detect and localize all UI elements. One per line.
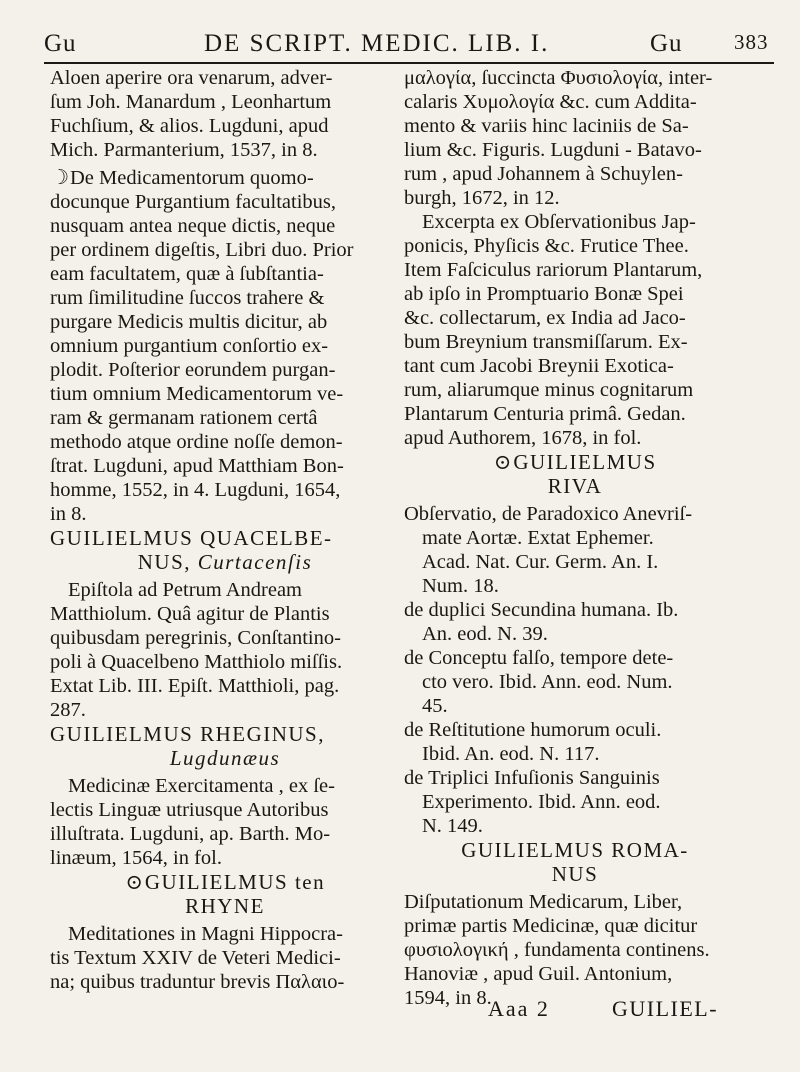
text-line [50,602,400,626]
text-line [50,90,400,114]
line-text: tium omnium Medicamentorum ve- [50,383,344,405]
line-text: De Medicamentorum quomo- [70,167,314,189]
text-line [404,402,746,426]
line-text: Num. 18. [422,575,499,597]
text-line [404,890,746,914]
header-guide-left: Gu [44,30,77,57]
text-line [404,282,746,306]
header-rule [44,62,774,64]
line-text: GUILIELMUS ten [144,870,326,894]
text-line [404,814,746,838]
text-line [50,166,400,190]
page-footer [488,996,768,1022]
text-line [404,766,746,790]
line-text: burgh, 1672, in 12. [404,187,560,209]
text-line [404,790,746,814]
text-line [50,114,400,138]
line-text: Diſputationum Medicarum, Liber, [404,891,683,913]
line-text: Excerpta ex Obſervationibus Jap- [422,211,696,233]
line-text: apud Authorem, 1678, in fol. [404,427,642,449]
author-heading [50,526,400,550]
line-text: &c. collectarum, ex India ad Jaco- [404,307,686,329]
text-line [50,798,400,822]
text-line [50,822,400,846]
text-line [404,718,746,742]
text-line [404,646,746,670]
line-text: quibusdam peregrinis, Conſtantino- [50,627,341,649]
author-heading [50,746,400,770]
line-text: plodit. Poſterior eorundem purgan- [50,359,336,381]
text-line [404,354,746,378]
line-text: 45. [422,695,448,717]
line-text: in 8. [50,503,87,525]
signature-mark: Aaa 2 [488,996,550,1021]
text-line [404,962,746,986]
line-text: Acad. Nat. Cur. Germ. An. I. [422,551,659,573]
line-text: lectis Linguæ utriusque Autoribus [50,799,329,821]
line-text: Mich. Parmanterium, 1537, in 8. [50,139,318,161]
line-text: primæ partis Medicinæ, quæ dicitur [404,915,698,937]
line-text: illuſtrata. Lugduni, ap. Barth. Mo- [50,823,331,845]
text-line [50,946,400,970]
line-text: docunque Purgantium facultatibus, [50,191,336,213]
line-text: calaris Χυμολογία &c. cum Additа- [404,91,697,113]
italic-epithet: Lugdunæus [169,746,281,770]
page-number: 383 [734,30,769,54]
text-line [404,742,746,766]
text-line [404,306,746,330]
line-text: Extat Lib. III. Epiſt. Matthioli, pag. [50,675,340,697]
line-text: cto vero. Ibid. Ann. eod. Num. [422,671,673,693]
line-text: 1594, in 8. [404,987,492,1009]
text-line [404,670,746,694]
line-text: φυσιολογική , fundamenta continens. [404,939,710,961]
line-text: rum , apud Johannem à Schuylen- [404,163,683,185]
line-text: Ibid. An. eod. N. 117. [422,743,600,765]
line-text: Epiſtola ad Petrum Andream [68,579,302,601]
author-heading [50,894,400,918]
line-text: NUS [551,862,599,886]
text-line [50,698,400,722]
text-line [404,694,746,718]
text-line [50,502,400,526]
line-text: Aloen aperire ora venarum, adver- [50,67,333,89]
italic-epithet: Curtacenſis [197,550,313,574]
line-text: RIVA [547,474,603,498]
text-line [404,330,746,354]
line-text: homme, 1552, in 4. Lugduni, 1654, [50,479,341,501]
line-text: ſum Joh. Manardum , Leonhartum [50,91,332,113]
line-text: purgare Medicis multis dicitur, ab [50,311,328,333]
line-text: omnium purgantium conſortio ex- [50,335,329,357]
author-heading [404,862,746,886]
text-line [404,574,746,598]
text-line [50,430,400,454]
left-column [50,66,400,994]
line-text: Hanoviæ , apud Guil. Antonium, [404,963,673,985]
text-line [50,382,400,406]
text-line [50,454,400,478]
line-text: An. eod. N. 39. [422,623,548,645]
text-line [404,258,746,282]
author-heading [404,450,746,474]
text-line [404,426,746,450]
text-line [404,598,746,622]
author-heading [50,550,400,574]
line-text: linæum, 1564, in fol. [50,847,222,869]
text-line [50,286,400,310]
text-line [50,238,400,262]
running-header [44,30,774,64]
text-line [404,114,746,138]
text-line [404,502,746,526]
catchword: GUILIEL- [612,996,719,1021]
line-text: ab ipſo in Promptuario Bonæ Spei [404,283,684,305]
line-text: poli à Quacelbeno Matthiolo miſſis. [50,651,343,673]
line-text: ponicis, Phyſicis &c. Frutice Thee. [404,235,689,257]
line-text: eam facultatem, quæ à ſubſtantia- [50,263,324,285]
author-heading [404,474,746,498]
header-title: DE SCRIPT. MEDIC. LIB. I. [204,30,550,57]
text-line [50,578,400,602]
text-line [404,526,746,550]
text-line [50,406,400,430]
line-text: NUS, [137,550,198,574]
header-guide-right: Gu [650,30,683,57]
line-text: ſtrat. Lugduni, apud Matthiam Bon- [50,455,344,477]
line-text: GUILIELMUS [513,450,657,474]
text-line [50,334,400,358]
circle-symbol-icon: ⊙ [125,870,145,894]
text-line [404,90,746,114]
text-line [50,650,400,674]
text-line [404,378,746,402]
text-line [50,310,400,334]
right-column [404,66,746,1010]
moon-symbol-icon: ☽ [50,167,70,189]
line-text: Item Faſciculus rariorum Plantarum, [404,259,703,281]
text-line [50,214,400,238]
line-text: per ordinem digeſtis, Libri duo. Prior [50,239,354,261]
line-text: Matthiolum. Quâ agitur de Plantis [50,603,330,625]
line-text: GUILIELMUS RHEGINUS, [50,722,325,746]
line-text: de Triplici Infuſionis Sanguinis [404,767,660,789]
line-text: Fuchſium, & alios. Lugduni, apud [50,115,329,137]
line-text: mate Aortæ. Extat Ephemer. [422,527,654,549]
text-line [404,138,746,162]
line-text: Plantarum Centuria primâ. Gedan. [404,403,686,425]
text-line [50,970,400,994]
text-line [50,774,400,798]
line-text: mento & variis hinc laciniis de Sa- [404,115,689,137]
text-line [50,138,400,162]
text-line [50,358,400,382]
text-line [50,846,400,870]
line-text: GUILIELMUS ROMA- [461,838,689,862]
line-text: Obſervatio, de Paradoxico Anevriſ- [404,503,693,525]
line-text: de Reſtitutione humorum oculi. [404,719,662,741]
line-text: de duplici Secundina humana. Ib. [404,599,679,621]
text-line [404,210,746,234]
circle-symbol-icon: ⊙ [493,450,513,474]
text-line [50,190,400,214]
text-line [50,262,400,286]
line-text: GUILIELMUS QUACELBE- [50,526,333,550]
line-text: methodo atque ordine noſſe demon- [50,431,343,453]
author-heading [50,870,400,894]
line-text: RHYNE [185,894,265,918]
text-line [404,550,746,574]
author-heading [50,722,400,746]
line-text: lium &c. Figuris. Lugduni - Batavo- [404,139,702,161]
text-line [404,914,746,938]
line-text: 287. [50,699,86,721]
line-text: tis Textum XXIV de Veteri Medici- [50,947,341,969]
text-line [404,938,746,962]
line-text: Experimento. Ibid. Ann. eod. [422,791,661,813]
line-text: rum ſimilitudine ſuccos trahere & [50,287,325,309]
line-text: de Conceptu falſo, tempore dete- [404,647,674,669]
text-line [404,234,746,258]
line-text: na; quibus traduntur brevis Παλαιο- [50,971,345,993]
text-line [50,478,400,502]
line-text: Meditationes in Magni Hippocra- [68,923,343,945]
line-text: rum, aliarumque minus cognitarum [404,379,694,401]
line-text: N. 149. [422,815,483,837]
text-line [404,66,746,90]
line-text: tant cum Jacobi Breynii Exotica- [404,355,674,377]
text-line [50,626,400,650]
author-heading [404,838,746,862]
text-line [404,186,746,210]
line-text: ram & germanam rationem certâ [50,407,318,429]
text-line [50,674,400,698]
text-line [404,162,746,186]
text-line [404,622,746,646]
line-text: bum Breynium transmiſſarum. Ex- [404,331,688,353]
text-line [50,922,400,946]
line-text: nusquam antea neque dictis, neque [50,215,336,237]
line-text: μαλογία, ſuccincta Φυσιολογία, inter- [404,67,713,89]
line-text: Medicinæ Exercitamenta , ex ſe- [68,775,335,797]
text-line [50,66,400,90]
